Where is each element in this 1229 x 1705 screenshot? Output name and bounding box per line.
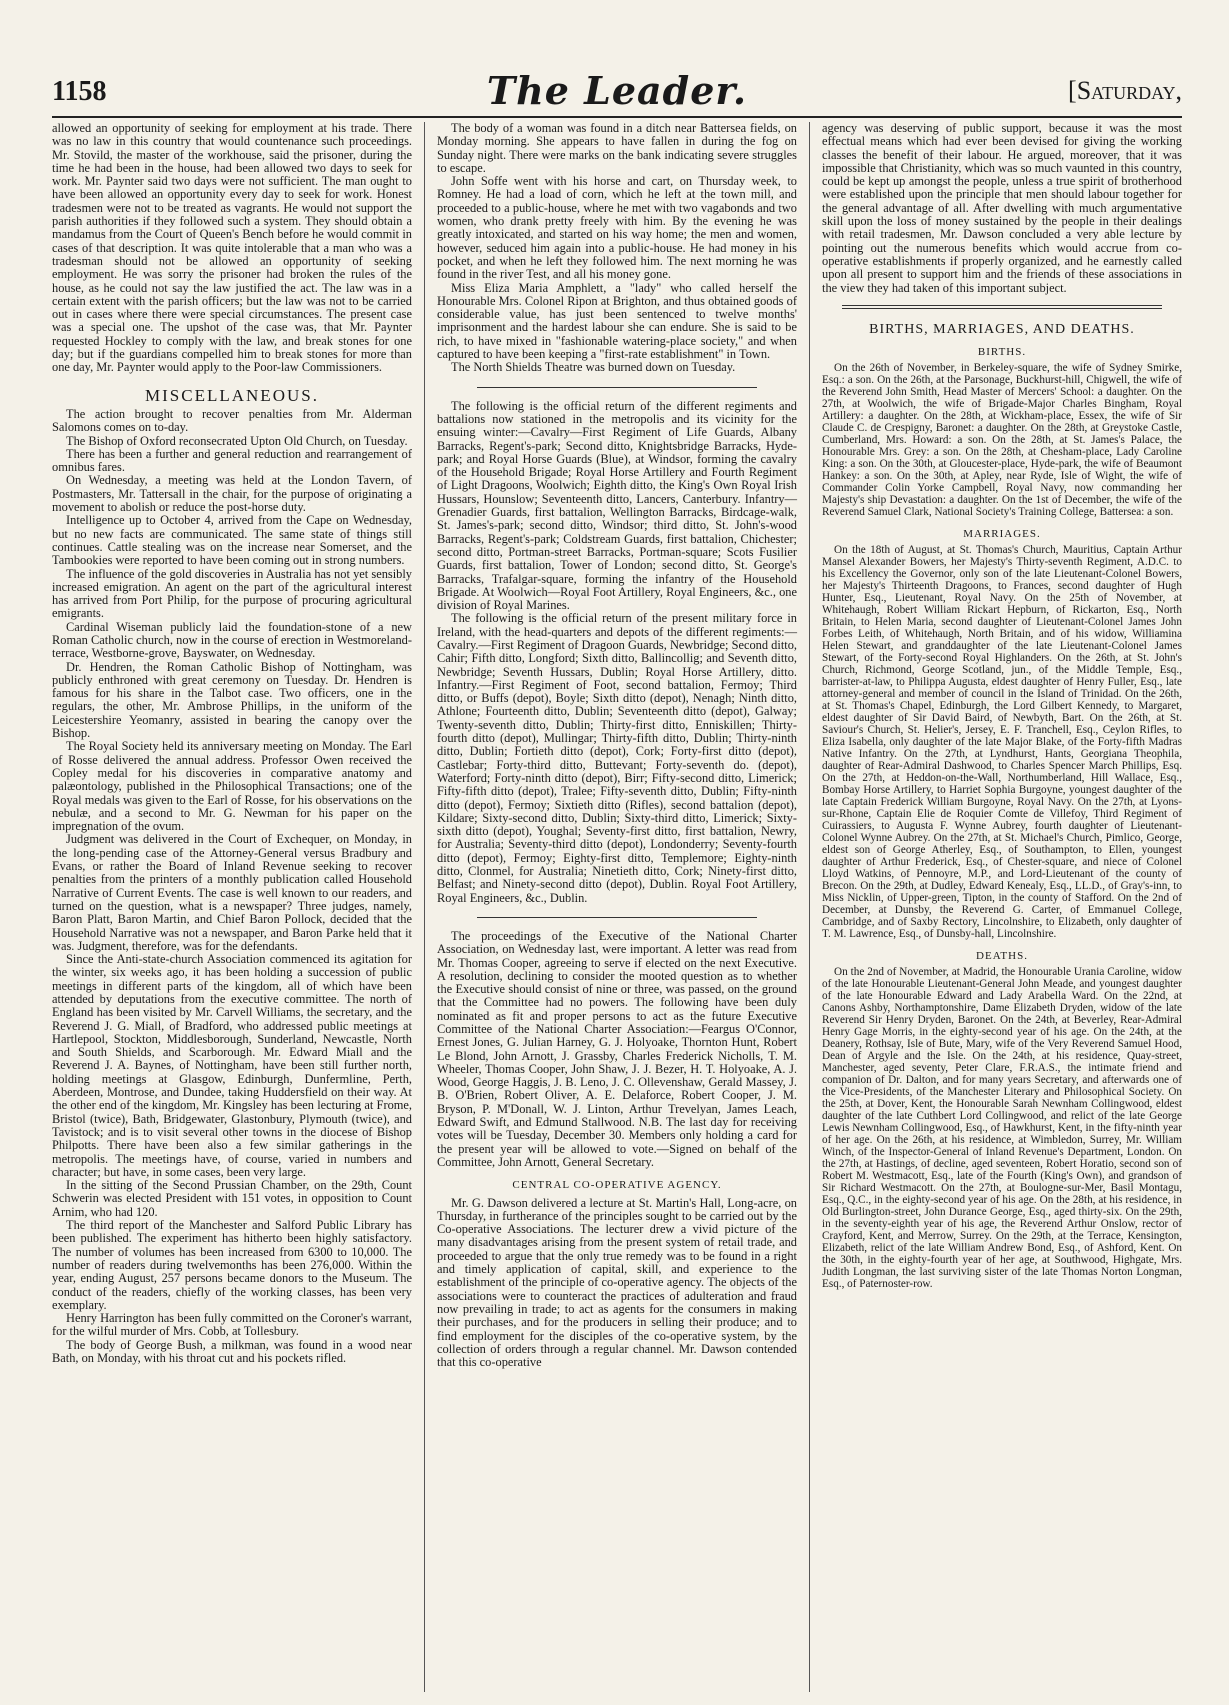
column-divider bbox=[424, 122, 425, 1692]
section-separator bbox=[477, 387, 757, 388]
page-number: 1158 bbox=[52, 76, 107, 107]
article-paragraph: The following is the official return of the different regiments and battalions now stationed in the metropolis and its vicinity for the ensuing winter:—Cavalry—First Regiment of Life Guards, Albany Barracks, Regent's-park; Second ditto, Knightsbridge Barracks, Hyde-park; and Royal Horse Guards (Blue), at Windsor, forming the cavalry of the Household Brigade; Royal Horse Artillery and Fourth Regiment of Light Dragoons, Woolwich; Eighth ditto, the King's Own Royal Irish Hussars, Hounslow; Seventeenth ditto, Lancers, Canterbury. Infantry—Grenadier Guards, first battalion, Wellington Barracks, Birdcage-walk, St. James's-park; second ditto, Windsor; third ditto, St. John's-wood Barracks, Regent's-park; Coldstream Guards, first battalion, Chichester; second ditto, Portman-street Barracks, Portman-square; Scots Fusilier Guards, first battalion, Tower of London; second ditto, St. George's Barracks, Trafalgar-square, forming the infantry of the Household Brigade. At Woolwich—Royal Foot Artillery, Royal Engineers, &c., one division of Royal Marines. bbox=[437, 398, 797, 613]
article-paragraph: The proceedings of the Executive of the National Charter Association, on Wednesday last, were important. A letter was read from Mr. Thomas Cooper, agreeing to serve if elected on the next Executive. A resolution, declining to consider the mooted question as to whether the Executive should consist of nine or three, was passed, on the ground that the Committee had no powers. The following have been duly nominated as fit and proper persons to act as the future Executive Committee of the National Charter Association:—Feargus O'Connor, Ernest Jones, G. Julian Harney, G. J. Holyoake, Thornton Hunt, Robert Le Blond, John Arnott, J. Grassby, Charles Frederick Nicholls, T. M. Wheeler, Thomas Cooper, John Shaw, J. J. Bezer, H. T. Holyoake, A. J. Wood, George Haggis, J. B. Leno, J. C. Ollevenshaw, Gerald Massey, J. B. O'Brien, Robert Oliver, A. E. Delaforce, Robert Cooper, J. M. Bryson, P. M'Donall, W. J. Linton, Arthur Trevelyan, James Leach, Edward Swift, and Edmund Stallwood. N.B. The last day for receiving votes will be Tuesday, December 30. Members only holding a card for the present year will be allowed to vote.—Signed on behalf of the Committee, John Arnott, General Secretary. bbox=[437, 928, 797, 1169]
column-2 bbox=[437, 122, 797, 1369]
masthead-rule bbox=[52, 116, 1182, 118]
article-paragraph: John Soffe went with his horse and cart, on Thursday week, to Romney. He had a load of corn, which he left at the town mill, and proceeded to a public-house, where he met with two vagabonds and two women, who drank pretty freely with him. By the evening he was greatly intoxicated, and started on his way home; the men and women, however, seduced him again into a public-house. He had money in his pocket, and when he left they followed him. The next morning he was found in the river Test, and all his money gone. bbox=[437, 174, 797, 282]
article-paragraph: There has been a further and general reduction and rearrangement of omnibus fares. bbox=[52, 446, 412, 475]
article-paragraph: The body of George Bush, a milkman, was found in a wood near Bath, on Monday, with his throat cut and his pockets rifled. bbox=[52, 1337, 412, 1366]
marriages-heading: MARRIAGES. bbox=[963, 528, 1041, 541]
article-paragraph: Intelligence up to October 4, arrived from the Cape on Wednesday, but no new facts are communicated. The same state of things still continues. Cattle stealing was on the increase near Somerset, and the Tambookies were reported to have been coming out in strong numbers. bbox=[52, 513, 412, 568]
section-heading-bmd: BIRTHS, MARRIAGES, AND DEATHS. bbox=[869, 321, 1135, 337]
article-paragraph: The Bishop of Oxford reconsecrated Upton Old Church, on Tuesday. bbox=[66, 433, 408, 448]
notices bbox=[822, 346, 1182, 1290]
article-paragraph: On Wednesday, a meeting was held at the London Tavern, of Postmasters, Mr. Tattersall in the chair, for the purpose of originating a movement to abolish or reduce the post-horse duty. bbox=[52, 473, 412, 515]
article-paragraph: agency was deserving of public support, because it was the most effectual means which had ever been devised for giving the working classes the benefit of their labour. He argued, moreover, that it was impossible that Christianity, which was so much vaunted in this country, could be kept up amongst the people, unless a true spirit of brotherhood were established upon the principle that men should labour together for the general advantage of all. After dwelling with much argumentative skill upon the loss of money sustained by the people in their dealings with retail tradesmen, Mr. Dawson concluded a very able lecture by pointing out the numerous benefits which would accrue from co-operative establishments if properly organized, and he earnestly called upon all present to support him and the friends of these associations in the view they had taken of this important subject. bbox=[822, 121, 1182, 295]
births-heading: BIRTHS. bbox=[977, 346, 1027, 359]
article-paragraph: In the sitting of the Second Prussian Chamber, on the 29th, Count Schwerin was elected President with 151 votes, in opposition to Count Arnim, who had 120. bbox=[52, 1178, 412, 1219]
article-paragraph: Henry Harrington has been fully committed on the Coroner's warrant, for the wilful murder of Mrs. Cobb, at Tollesbury. bbox=[52, 1311, 412, 1339]
article-paragraph: The North Shields Theatre was burned down on Tuesday. bbox=[451, 360, 736, 375]
article-paragraph: Since the Anti-state-church Association commenced its agitation for the winter, six weeks ago, it has been holding a succession of public meetings in different parts of the kingdom, all of which have been attended by deputations from the executive committee. The north of England has been visited by Mr. Carvell Williams, the secretary, and the Reverend J. G. Miall, of Bradford, who addressed public meetings at Hartlepool, Stockton, Middlesborough, Sunderland, Newcastle, North and South Shields, and Scarborough. Mr. Edward Miall and the Reverend J. A. Baynes, of Nottingham, have been still further north, holding meetings at Glasgow, Edinburgh, Dunfermline, Perth, Aberdeen, Montrose, and Dundee, taking Huddersfield on their way. At the other end of the kingdom, Mr. Kingsley has been lecturing at Frome, Bristol (twice), Bath, Bridgewater, Glastonbury, Plymouth (twice), and Tavistock; and is to visit several other towns in the diocese of Bishop Philpotts. There have been also a few similar gatherings in the metropolis. The meetings have, of course, varied in numbers and character; but have, in some cases, been very large. bbox=[52, 952, 412, 1179]
article-paragraph: allowed an opportunity of seeking for employment at his trade. There was no law in this country that would countenance such proceedings. Mr. Stovild, the master of the workhouse, said the prisoner, during the time he had been in the house, had been allowed two days to seek for work. Mr. Paynter said two days were not sufficient. The man ought to have been allowed an opportunity every day to seek for work. Honest tradesmen were not to be treated as vagrants. He would not support the parish authorities if they followed such a system. They should obtain a mandamus from the Court of Queen's Bench before he would commit in cases of that description. It was quite intolerable that a man who was a tradesman should not be allowed an opportunity of seeking employment. He was sorry the prisoner had broken the rules of the house, as he could not say the law justified the act. The law was in a certain extent with the parish officers; but the law was not to be carried out in cases where there were special circumstances. The present case was a special one. The upshot of the case was, that Mr. Paynter requested Hockley to comply with the law, and break stones for one day; but if the guardians compelled him to break stones for more than one day, Mr. Paynter would apply to the Poor-law Commissioners. bbox=[52, 121, 412, 375]
article-paragraph: Judgment was delivered in the Court of Exchequer, on Monday, in the long-pending case of the Attorney-General versus Bradbury and Evans, or rather the Board of Inland Revenue seeking to recover penalties from the printers of a monthly publication called Household Narrative of Current Events. The case is well known to our readers, and turned on the question, what is a newspaper? Three judges, namely, Baron Platt, Baron Martin, and Chief Baron Pollock, decided that the Household Narrative was not a newspaper, and Baron Parke held that it was. Judgment, therefore, was for the defendants. bbox=[52, 832, 412, 953]
section-heading-cooperative-agency: CENTRAL CO-OPERATIVE AGENCY. bbox=[512, 1179, 722, 1192]
masthead bbox=[52, 68, 1182, 112]
article-paragraph: Mr. G. Dawson delivered a lecture at St. Martin's Hall, Long-acre, on Thursday, in furtherance of the principles sought to be carried out by the Co-operative Associations. The lecturer drew a vivid picture of the many disadvantages arising from the present system of retail trade, and proceeded to argue that the only true remedy was to be found in a right and timely application of capital, skill, and experience to the establishment of the principle of co-operative agency. The objects of the associations were to counteract the practices of adulteration and fraud now prevailing in trade; to act as agents for the consumers in making their purchases, and for the producers in selling their produce; and to find employment for the disciples of the co-operative system, by the collection of orders through a regular channel. Mr. Dawson contended that this co-operative bbox=[437, 1195, 797, 1370]
deaths-list: On the 2nd of November, at Madrid, the Honourable Urania Caroline, widow of the late Honourable Lieutenant-General John Meade, and youngest daughter of the late Honourable Edward and Lady Arabella Ward. On the 22nd, at Canons Ashby, Northamptonshire, Dame Elizabeth Dryden, widow of the late Reverend Sir Henry Dryden, Baronet. On the 24th, at Beverley, Rear-Admiral Henry Gage Morris, in the eighty-second year of his age. On the 24th, at the Deanery, Rothsay, Isle of Bute, Mary, wife of the Very Reverend Samuel Hood, Dean of Argyle and the Isle. On the 24th, at his residence, Quay-street, Manchester, aged seventy, Peter Clare, F.R.A.S., the intimate friend and companion of Dr. Dalton, and for many years Secretary, and afterwards one of the Vice-Presidents, of the Manchester Literary and Philosophical Society. On the 25th, at Dover, Kent, the Honourable Sarah Newnham Collingwood, eldest daughter of the late Cuthbert Lord Collingwood, and relict of the late George Lewis Newnham Collingwood, Esq., of Hawkhurst, Kent, in the fifty-ninth year of her age. On the 26th, at his residence, at Wimbledon, Surrey, Mr. William Winch, of the Inspector-General of Inland Revenue's Department, London. On the 27th, at Hastings, of decline, aged seventeen, Robert Horatio, second son of Robert M. Westmacott, Esq., late of the Fourth (King's Own), and grandson of Sir Richard Westmacott. On the 27th, at Boulogne-sur-Mer, Basil Montagu, Esq., Q.C., in the eighty-second year of his age. On the 28th, at his residence, in Old Burlington-street, John Durance George, Esq., aged thirty-six. On the 29th, in the seventy-eighth year of his age, the Reverend Arthur Onslow, rector of Crayford, Kent, and Merrow, Surrey. On the 29th, at the Terrace, Kensington, Elizabeth, relict of the late William Andrew Bond, Esq., of Ashford, Kent. On the 30th, in the eighty-fourth year of her age, at Southwood, Highgate, Mrs. Judith Longman, the last surviving sister of the late Thomas Norton Longman, Esq., of Paternoster-row. bbox=[822, 966, 1182, 1291]
article-paragraph: The third report of the Manchester and Salford Public Library has been published. The experiment has hitherto been highly satisfactory. The number of volumes has been increased from 6300 to 10,000. The number of readers during twelvemonths has been 276,000. Within the year, ending August, 257 persons became donors to the Museum. The conduct of the readers, chiefly of the working classes, has been very exemplary. bbox=[52, 1218, 412, 1312]
newspaper-title: The Leader. bbox=[486, 68, 748, 113]
column-divider bbox=[809, 122, 810, 1692]
section-separator bbox=[477, 917, 757, 918]
births-list: On the 26th of November, in Berkeley-square, the wife of Sydney Smirke, Esq.: a son. On the 26th, at the Parsonage, Buckhurst-hill, Chigwell, the wife of the Reverend John Smith, Head Master of Mercers' School: a daughter. On the 27th, at Woolwich, the wife of Brigade-Major Charles Bingham, Royal Artillery: a daughter. On the 28th, at Wickham-place, Essex, the wife of Sir Claude C. de Crespigny, Baronet: a daughter. On the 28th, at Greystoke Castle, Cumberland, Mrs. Howard: a son. On the 28th, at St. James's Palace, the Honourable Mrs. Grey: a son. On the 28th, at Chesham-place, Lady Caroline King: a son. On the 30th, at Gloucester-place, Hyde-park, the wife of Beaumont Hankey: a son. On the 30th, at Apley, near Ryde, Isle of Wight, the wife of Commander Colin Yorke Campbell, Royal Navy, now commanding her Majesty's ship Devastation: a daughter. On the 1st of December, the wife of the Reverend Samuel Clark, National Society's Training College, Battersea: a son. bbox=[822, 362, 1182, 519]
column-1 bbox=[52, 122, 412, 1365]
article-paragraph: The Royal Society held its anniversary meeting on Monday. The Earl of Rosse delivered the annual address. Professor Owen received the Copley medal for his discoveries in comparative anatomy and palæontology, published in the Philosophical Transactions; one of the Royal medals was given to the Earl of Rosse, for his observations on the nebulæ, and a second to Mr. G. Newman for his paper on the impregnation of the ovum. bbox=[52, 739, 412, 834]
article-paragraph: Dr. Hendren, the Roman Catholic Bishop of Nottingham, was publicly enthroned with great ceremony on Tuesday. Dr. Hendren is famous for his share in the Talbot case. Two officers, one in the regulars, the other, Mr. Ambrose Phillips, in the uniform of the Leicestershire Yeomanry, assisted in bearing the canopy over the Bishop. bbox=[52, 659, 412, 741]
section-separator bbox=[842, 305, 1162, 309]
issue-day: [Saturday, bbox=[1068, 76, 1182, 105]
article-paragraph: The action brought to recover penalties from Mr. Alderman Salomons comes on to-day. bbox=[52, 406, 412, 435]
article-paragraph: The following is the official return of the present military force in Ireland, with the head-quarters and depots of the different regiments:—Cavalry.—First Regiment of Dragoon Guards, Newbridge; Second ditto, Cahir; Fifth ditto, Longford; Sixth ditto, Ballincollig; and Seventh ditto, Newbridge; Seventh Hussars, Dublin; Royal Horse Artillery, ditto. Infantry.—First Regiment of Foot, second battalion, Fermoy; Third ditto, or Buffs (depot), Boyle; Sixth ditto (depot), Nenagh; Ninth ditto, Athlone; Fourteenth ditto, Dublin; Seventeenth ditto (depot), Galway; Twenty-seventh ditto, Dublin; Thirty-first ditto, Enniskillen; Thirty-fourth ditto (depot), Mullingar; Thirty-fifth ditto, Dublin; Thirty-ninth ditto, Dublin; Fortieth ditto (depot), Cork; Forty-first ditto (depot), Castlebar; Forty-third ditto, Buttevant; Forty-seventh do. (depot), Waterford; Forty-ninth ditto (depot), Birr; Fifty-second ditto, Limerick; Fifty-fifth ditto (depot), Tralee; Fifty-seventh ditto, Dublin; Fifty-ninth ditto (depot), Fermoy; Sixtieth ditto (Rifles), second battalion (depot), Kildare; Sixty-second ditto, Dublin; Sixty-third ditto, Limerick; Sixty-sixth ditto (depot), Youghal; Seventy-first ditto, first battalion, Newry, for Australia; Seventy-third ditto (depot), Londonderry; Seventy-fourth ditto (depot), Fermoy; Eighty-first ditto, Templemore; Eighty-ninth ditto, Clonmel, for Australia; Ninetieth ditto, Cork; Ninety-first ditto, Belfast; and Ninety-second ditto (depot), Dublin. Royal Foot Artillery, Royal Engineers, &c., Dublin. bbox=[437, 611, 797, 905]
article-paragraph: The influence of the gold discoveries in Australia has not yet sensibly increased emigration. An agent on the part of the agricultural interest has arrived from Port Philip, for the purpose of procuring agricultural emigrants. bbox=[52, 566, 412, 621]
article-paragraph: Miss Eliza Maria Amphlett, a "lady" who called herself the Honourable Mrs. Colonel Ripon at Brighton, and thus obtained goods of considerable value, has just been sentenced to twelve months' imprisonment and the hardest labour she can endure. She is said to be rich, to have mixed in "fashionable watering-place society," and when captured to have been keeping a "first-rate establishment" in Town. bbox=[437, 280, 797, 362]
article-paragraph: Cardinal Wiseman publicly laid the foundation-stone of a new Roman Catholic church, now in the course of erection in Westmoreland-terrace, Westborne-grove, Bayswater, on Wednesday. bbox=[52, 619, 412, 661]
column-3 bbox=[822, 122, 1182, 1290]
article-paragraph: The body of a woman was found in a ditch near Battersea fields, on Monday morning. She appears to have fallen in during the fog on Sunday night. There were marks on the bank indicating severe struggles to escape. bbox=[437, 121, 797, 175]
section-heading-miscellaneous: MISCELLANEOUS. bbox=[145, 385, 319, 405]
deaths-heading: DEATHS. bbox=[976, 950, 1028, 963]
marriages-list: On the 18th of August, at St. Thomas's Church, Mauritius, Captain Arthur Mansel Alexander Bowers, her Majesty's Thirty-seventh Regiment, A.D.C. to his Excellency the Governor, only son of the late Lieutenant-Colonel Bowers, her Majesty's Thirteenth Dragoons, to Frances, second daughter of Hugh Hunter, Esq., Lieutenant, Royal Navy. On the 25th of November, at Whitehaugh, Robert William Rickart Hepburn, of Rickarton, Esq., North Britain, to Helen Maria, second daughter of Lieutenant-Colonel James John Forbes Leith, of Whitehaugh, North Britain, and of his widow, Williamina Helen Stewart, and granddaughter of the late Lieutenant-Colonel James Stewart, of the Forty-second Royal Highlanders. On the 26th, at St. John's Church, Richmond, George Scotland, jun., of the Middle Temple, Esq., barrister-at-law, to Philippa Augusta, eldest daughter of Henry Fuller, Esq., late attorney-general and member of council in the Island of Trinidad. On the 26th, at St. Thomas's Chapel, Edinburgh, the Lord Gilbert Kennedy, to Margaret, eldest daughter of Sir David Baird, of Newbyth, Bart. On the 26th, at St. Saviour's Church, St. Helier's, Jersey, E. F. Tranchell, Esq., Ceylon Rifles, to Eliza Isabella, only daughter of the late Major Blake, of the Forty-fifth Madras Native Infantry. On the 27th, at Lyndhurst, Hants, Georgiana Theophila, daughter of Rear-Admiral Dashwood, to Charles Spencer March Phillips, Esq. On the 27th, at Heddon-on-the-Wall, Northumberland, Hill Wallace, Esq., Bombay Horse Artillery, to Harriet Sophia Burgoyne, youngest daughter of the late Captain Frederick William Burgoyne, Royal Navy. On the 27th, at Lyons-sur-Rhone, Captain Elie de Roquier Comte de Villefoy, Third Regiment of Cuirassiers, to Augusta F. Wynne Aubrey, fourth daughter of Lieutenant-Colonel Wynne Aubrey. On the 27th, at St. Michael's Church, Pimlico, George, eldest son of George Atherley, Esq., of Southampton, to Ellen, youngest daughter of Arthur Frederick, Esq., of Chester-square, and niece of Colonel Lloyd Watkins, of Pennoyre, M.P., and Lord-Lieutenant of the county of Brecon. On the 29th, at Dudley, Edward Kenealy, Esq., LL.D., of Gray's-inn, to Miss Nicklin, of Upper-green, Tipton, in the county of Stafford. On the 2nd of December, at Dunsby, the Reverend G. Carter, of Emmanuel College, Cambridge, and of Saxby Rectory, Lincolnshire, to Elizabeth, only daughter of T. M. Lawrence, Esq., of Dunsby-hall, Lincolnshire. bbox=[822, 544, 1182, 941]
